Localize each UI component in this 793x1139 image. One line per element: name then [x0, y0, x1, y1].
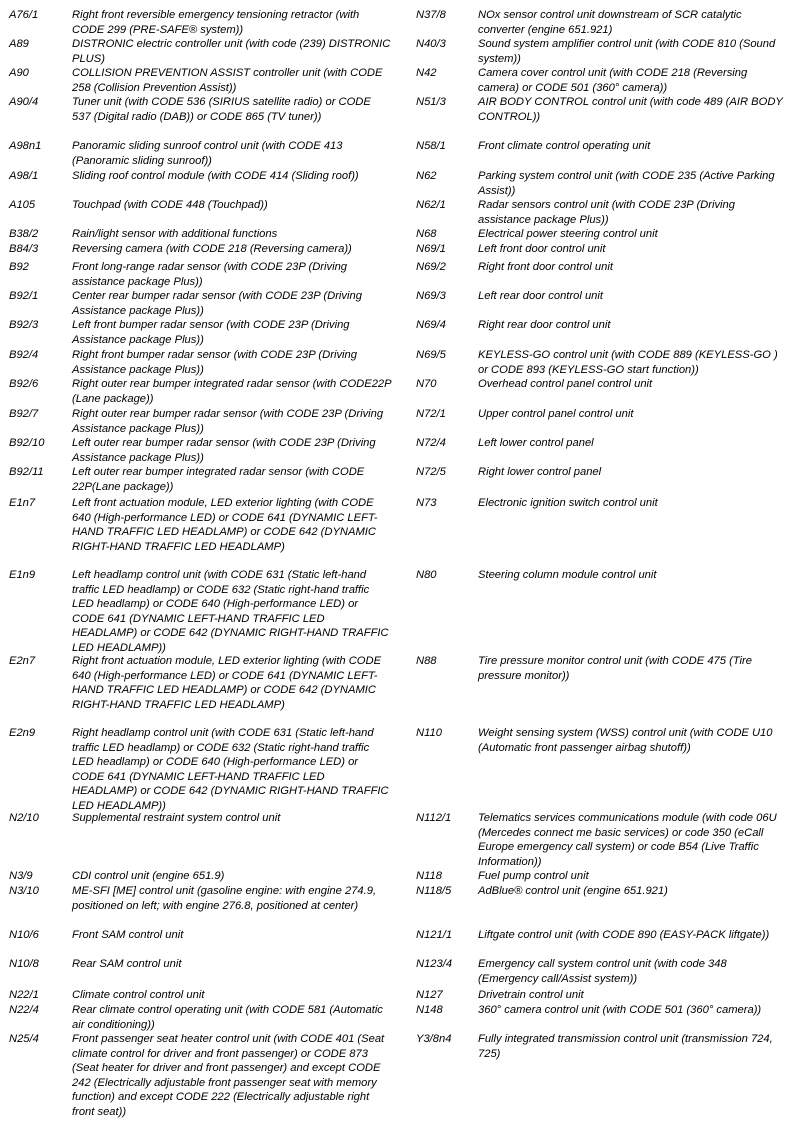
component-description: NOx sensor control unit downstream of SCR catalytic converter (engine 651.921)	[478, 9, 742, 36]
component-code: B84/3	[9, 243, 39, 255]
component-description: AdBlue® control unit (engine 651.921)	[478, 885, 668, 897]
component-code: N62/1	[416, 199, 446, 211]
component-code: N62	[416, 170, 437, 182]
component-description: Sound system amplifier control unit (with CODE 810 (Sound system))	[478, 38, 776, 65]
component-description: Panoramic sliding sunroof control unit (with CODE 413 (Panoramic sliding sunroof))	[72, 140, 343, 167]
component-code: N118	[416, 870, 442, 882]
component-code: A105	[9, 199, 36, 211]
component-description: Left outer rear bumper integrated radar sensor (with CODE 22P(Lane package))	[72, 466, 365, 493]
component-description: Front long-range radar sensor (with CODE 23P (Driving assistance package Plus))	[72, 261, 348, 288]
component-description: Reversing camera (with CODE 218 (Reversing camera))	[72, 243, 352, 255]
component-description: Left front actuation module, LED exterior lighting (with CODE 640 (High-performance LED) or CODE 641 (DYNAMIC LEFT-HAND TRAFFIC LED HEADLAMP) or CODE 642 (DYNAMIC RIGHT-HAND TRAFFIC LED HEADLAMP)	[72, 497, 378, 553]
component-code: N51/3	[416, 96, 446, 108]
component-description: Front SAM control unit	[72, 929, 184, 941]
component-code: N3/10	[9, 885, 39, 897]
component-description: Weight sensing system (WSS) control unit (with CODE U10 (Automatic front passenger airbag shutoff))	[478, 727, 773, 754]
component-code: B92	[9, 261, 29, 273]
component-code: N3/9	[9, 870, 33, 882]
component-code: B92/3	[9, 319, 39, 331]
component-description: Left front door control unit	[478, 243, 606, 255]
component-code: N10/6	[9, 929, 39, 941]
component-description: Upper control panel control unit	[478, 408, 634, 420]
component-code: B92/6	[9, 378, 39, 390]
component-code: N69/2	[416, 261, 446, 273]
component-code: A90	[9, 67, 29, 79]
component-code: N80	[416, 569, 437, 581]
component-description: Left outer rear bumper radar sensor (with CODE 23P (Driving Assistance package Plus))	[72, 437, 376, 464]
component-description: Left front bumper radar sensor (with CODE 23P (Driving Assistance package Plus))	[72, 319, 350, 346]
component-code: B38/2	[9, 228, 39, 240]
component-code: N69/1	[416, 243, 446, 255]
component-description: COLLISION PREVENTION ASSIST controller unit (with CODE 258 (Collision Prevention Assist))	[72, 67, 383, 94]
component-code: E2n9	[9, 727, 36, 739]
component-description: Tuner unit (with CODE 536 (SIRIUS satellite radio) or CODE 537 (Digital radio (DAB)) or CODE 865 (TV tuner))	[72, 96, 371, 123]
component-description: Camera cover control unit (with CODE 218 (Reversing camera) or CODE 501 (360° camera))	[478, 67, 748, 94]
component-code: N121/1	[416, 929, 453, 941]
component-description: Rear climate control operating unit (with CODE 581 (Automatic air conditioning))	[72, 1004, 383, 1031]
component-code: N110	[416, 727, 442, 739]
component-description: Right front reversible emergency tensioning retractor (with CODE 299 (PRE-SAFE® system))	[72, 9, 360, 36]
component-code: N22/1	[9, 989, 39, 1001]
component-description: Rear SAM control unit	[72, 958, 182, 970]
component-code: B92/10	[9, 437, 45, 449]
component-code: N25/4	[9, 1033, 39, 1045]
component-code: N72/5	[416, 466, 446, 478]
component-description: 360° camera control unit (with CODE 501 (360° camera))	[478, 1004, 762, 1016]
component-description: Right headlamp control unit (with CODE 631 (Static left-hand traffic LED headlamp) or CODE 632 (Static right-hand traffic LED headlamp) or CODE 640 (High-performance LED) or CODE 641 (DYNAMIC LEFT-HAND TRAFFIC LED HEADLAMP) or CODE 642 (DYNAMIC RIGHT-HAND TRAFFIC LED HEADLAMP))	[72, 727, 389, 812]
component-description: Left headlamp control unit (with CODE 631 (Static left-hand traffic LED headlamp) or CODE 632 (Static right-hand traffic LED headlamp) or CODE 640 (High-performance LED) or CODE 641 (DYNAMIC LEFT-HAND TRAFFIC LED HEADLAMP) or CODE 642 (DYNAMIC RIGHT-HAND TRAFFIC LED HEADLAMP))	[72, 569, 389, 654]
component-code: N112/1	[416, 812, 452, 824]
component-code: N127	[416, 989, 443, 1001]
component-description: AIR BODY CONTROL control unit (with code 489 (AIR BODY CONTROL))	[478, 96, 783, 123]
component-code: N37/8	[416, 9, 446, 21]
component-code: E1n9	[9, 569, 36, 581]
component-code: N22/4	[9, 1004, 39, 1016]
component-description: Center rear bumper radar sensor (with CODE 23P (Driving Assistance package Plus))	[72, 290, 362, 317]
component-description: Right lower control panel	[478, 466, 602, 478]
component-description: Right outer rear bumper integrated radar sensor (with CODE22P (Lane package))	[72, 378, 392, 405]
component-description: Right front bumper radar sensor (with CODE 23P (Driving Assistance package Plus))	[72, 349, 357, 376]
component-description: Fuel pump control unit	[478, 870, 589, 882]
component-description: Supplemental restraint system control unit	[72, 812, 281, 824]
component-code: E1n7	[9, 497, 36, 509]
component-description: Steering column module control unit	[478, 569, 657, 581]
component-description: CDI control unit (engine 651.9)	[72, 870, 225, 882]
component-code: N10/8	[9, 958, 39, 970]
component-description: Radar sensors control unit (with CODE 23P (Driving assistance package Plus))	[478, 199, 735, 226]
component-code: B92/1	[9, 290, 39, 302]
component-code: N42	[416, 67, 437, 79]
component-code: B92/7	[9, 408, 39, 420]
component-description: Touchpad (with CODE 448 (Touchpad))	[72, 199, 268, 211]
component-code: N72/4	[416, 437, 446, 449]
component-description: Right outer rear bumper radar sensor (with CODE 23P (Driving Assistance package Plus))	[72, 408, 384, 435]
component-code: Y3/8n4	[416, 1033, 452, 1045]
component-code: N69/5	[416, 349, 446, 361]
component-description: DISTRONIC electric controller unit (with code (239) DISTRONIC PLUS)	[72, 38, 391, 65]
component-description: Electrical power steering control unit	[478, 228, 658, 240]
component-description: Fully integrated transmission control unit (transmission 724, 725)	[478, 1033, 773, 1060]
component-code: B92/4	[9, 349, 39, 361]
component-description: Drivetrain control unit	[478, 989, 584, 1001]
component-description: Right front actuation module, LED exterior lighting (with CODE 640 (High-performance LED) or CODE 641 (DYNAMIC LEFT-HAND TRAFFIC LED HEADLAMP) or CODE 642 (DYNAMIC RIGHT-HAND TRAFFIC LED HEADLAMP)	[72, 655, 382, 711]
component-description: Telematics services communications module (with code 06U (Mercedes connect me basic services) or code 350 (eCall Europe emergency call system) or code B54 (Live Traffic Information))	[478, 812, 777, 868]
component-code: N58/1	[416, 140, 446, 152]
component-description: Front passenger seat heater control unit (with CODE 401 (Seat climate control for driver and front passenger) or CODE 873 (Seat heater for driver and front passenger) and except CODE 242 (Electrically adjustable front passenger seat with memory function) and except CODE 222 (Electrically adjustable right front seat))	[72, 1033, 385, 1118]
component-code: N123/4	[416, 958, 453, 970]
component-code: N68	[416, 228, 437, 240]
component-code: N72/1	[416, 408, 446, 420]
component-description: Climate control control unit	[72, 989, 205, 1001]
component-description: Electronic ignition switch control unit	[478, 497, 658, 509]
component-code: A90/4	[9, 96, 39, 108]
component-code: N88	[416, 655, 437, 667]
component-code: N69/3	[416, 290, 446, 302]
component-description: Front climate control operating unit	[478, 140, 651, 152]
component-description: Sliding roof control module (with CODE 414 (Sliding roof))	[72, 170, 359, 182]
component-description: Rain/light sensor with additional functions	[72, 228, 278, 240]
component-description: Liftgate control unit (with CODE 890 (EASY-PACK liftgate))	[478, 929, 770, 941]
component-code: N118/5	[416, 885, 452, 897]
component-code: A98/1	[9, 170, 39, 182]
component-code: N148	[416, 1004, 443, 1016]
component-code: A76/1	[9, 9, 39, 21]
component-code: N70	[416, 378, 437, 390]
component-code: N73	[416, 497, 437, 509]
component-description: Overhead control panel control unit	[478, 378, 653, 390]
component-code: A98n1	[9, 140, 42, 152]
component-description: KEYLESS-GO control unit (with CODE 889 (KEYLESS-GO ) or CODE 893 (KEYLESS-GO start function))	[478, 349, 778, 376]
component-description: Tire pressure monitor control unit (with CODE 475 (Tire pressure monitor))	[478, 655, 752, 682]
component-description: Right rear door control unit	[478, 319, 611, 331]
component-code: B92/11	[9, 466, 44, 478]
component-code: E2n7	[9, 655, 36, 667]
component-code: A89	[9, 38, 29, 50]
component-description: Parking system control unit (with CODE 235 (Active Parking Assist))	[478, 170, 775, 197]
component-code: N69/4	[416, 319, 446, 331]
component-description: Left rear door control unit	[478, 290, 603, 302]
component-description: Emergency call system control unit (with code 348 (Emergency call/Assist system))	[478, 958, 727, 985]
component-code: N40/3	[416, 38, 446, 50]
component-description: Right front door control unit	[478, 261, 613, 273]
component-description: Left lower control panel	[478, 437, 594, 449]
component-code: N2/10	[9, 812, 39, 824]
component-description: ME-SFI [ME] control unit (gasoline engine: with engine 274.9, positioned on left; with engine 276.8, positioned at center)	[72, 885, 377, 912]
